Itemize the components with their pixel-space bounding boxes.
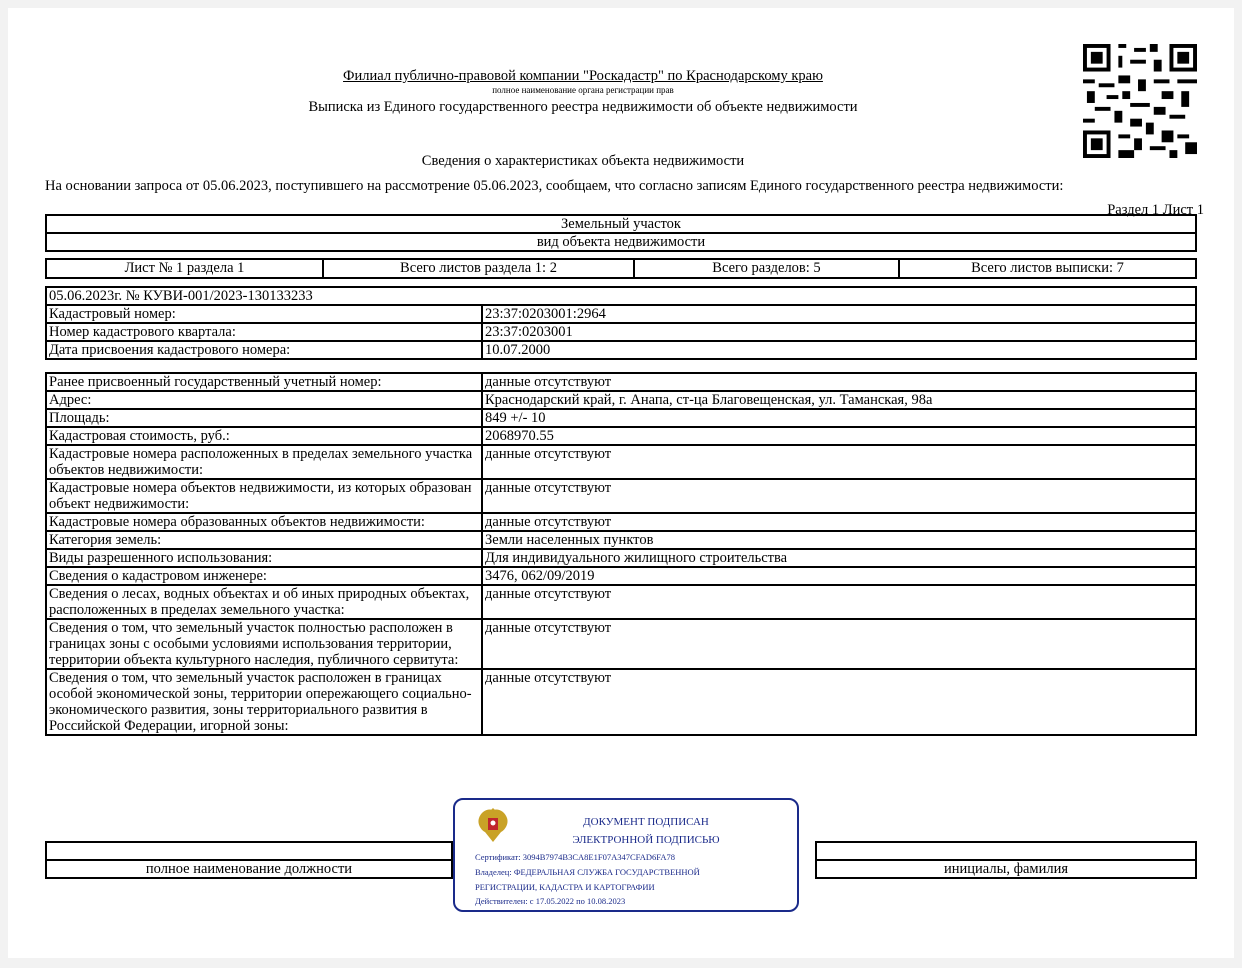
row-label: Сведения о кадастровом инженере: <box>46 567 482 585</box>
row-label: Виды разрешенного использования: <box>46 549 482 567</box>
row-value: 10.07.2000 <box>482 341 1196 359</box>
document-page <box>8 8 1234 958</box>
row-label: Кадастровый номер: <box>46 305 482 323</box>
row-value: данные отсутствуют <box>482 619 1196 669</box>
table-row <box>46 585 1196 619</box>
row-value: данные отсутствуют <box>482 513 1196 531</box>
table-row <box>46 373 1196 391</box>
stamp-line2: ЭЛЕКТРОННОЙ ПОДПИСЬЮ <box>572 834 720 846</box>
digital-signature-stamp <box>453 798 799 912</box>
org-caption: полное наименование органа регистрации прав <box>492 85 674 95</box>
object-type-caption: вид объекта недвижимости <box>46 233 1196 251</box>
stamp-certificate: Сертификат: 3094B7974B3CA8E1F07A347CFAD6FA78 <box>475 852 675 862</box>
table-row <box>46 305 1196 323</box>
section-sheet: Раздел 1 Лист 1 <box>1107 202 1204 218</box>
qr-code-icon <box>1083 44 1197 158</box>
row-label: Ранее присвоенный государственный учетный номер: <box>46 373 482 391</box>
org-name: Филиал публично-правовой компании "Роскадастр" по Краснодарскому краю <box>343 68 823 84</box>
row-value: данные отсутствуют <box>482 373 1196 391</box>
basis-text: На основании запроса от 05.06.2023, поступившего на рассмотрение 05.06.2023, сообщаем, что согласно записям Единого государственного реестра недвижимости: <box>45 178 1064 194</box>
table-row <box>46 391 1196 409</box>
row-label: Площадь: <box>46 409 482 427</box>
table-row <box>46 427 1196 445</box>
sheets-table <box>45 258 1197 279</box>
row-value: данные отсутствуют <box>482 669 1196 735</box>
total-sections: Всего разделов: 5 <box>634 259 899 278</box>
row-label: Кадастровые номера расположенных в пределах земельного участка объектов недвижимости: <box>46 445 482 479</box>
row-value: данные отсутствуют <box>482 445 1196 479</box>
row-label: Кадастровая стоимость, руб.: <box>46 427 482 445</box>
record-id: 05.06.2023г. № КУВИ-001/2023-130133233 <box>46 287 1196 305</box>
table-row <box>46 669 1196 735</box>
extract-title: Выписка из Единого государственного реестра недвижимости об объекте недвижимости <box>308 99 858 115</box>
stamp-owner1: Владелец: ФЕДЕРАЛЬНАЯ СЛУЖБА ГОСУДАРСТВЕННОЙ <box>475 867 700 877</box>
row-value: Краснодарский край, г. Анапа, ст-ца Благовещенская, ул. Таманская, 98а <box>482 391 1196 409</box>
row-label: Сведения о том, что земельный участок расположен в границах особой экономической зоны, территории опережающего социально-экономического развития, зоны территориального развития в Российской Федерации, игорной зоны: <box>46 669 482 735</box>
row-label: Адрес: <box>46 391 482 409</box>
details-table <box>45 372 1197 736</box>
table-row <box>46 531 1196 549</box>
table-row <box>46 409 1196 427</box>
name-caption: инициалы, фамилия <box>816 860 1196 878</box>
row-value: 2068970.55 <box>482 427 1196 445</box>
total-sheets-section: Всего листов раздела 1: 2 <box>323 259 634 278</box>
table-row <box>46 323 1196 341</box>
row-value: Для индивидуального жилищного строительства <box>482 549 1196 567</box>
stamp-validity: Действителен: с 17.05.2022 по 10.08.2023 <box>475 896 626 906</box>
total-sheets-extract: Всего листов выписки: 7 <box>899 259 1196 278</box>
table-row <box>46 445 1196 479</box>
position-caption: полное наименование должности <box>46 860 452 878</box>
table-row <box>46 567 1196 585</box>
table-row <box>46 619 1196 669</box>
position-line <box>46 842 452 860</box>
name-line <box>816 842 1196 860</box>
table-row <box>46 341 1196 359</box>
row-value: 849 +/- 10 <box>482 409 1196 427</box>
row-value: 23:37:0203001:2964 <box>482 305 1196 323</box>
object-type: Земельный участок <box>46 215 1196 233</box>
row-label: Кадастровые номера объектов недвижимости, из которых образован объект недвижимости: <box>46 479 482 513</box>
row-label: Сведения о том, что земельный участок полностью расположен в границах зоны с особыми условиями использования территории, территории объекта культурного наследия, публичного сервитута: <box>46 619 482 669</box>
stamp-line1: ДОКУМЕНТ ПОДПИСАН <box>583 816 709 828</box>
table-row <box>46 549 1196 567</box>
row-label: Кадастровые номера образованных объектов недвижимости: <box>46 513 482 531</box>
main-info-table <box>45 286 1197 360</box>
sheet-number: Лист № 1 раздела 1 <box>46 259 323 278</box>
row-value: 3476, 062/09/2019 <box>482 567 1196 585</box>
row-value: Земли населенных пунктов <box>482 531 1196 549</box>
row-label: Дата присвоения кадастрового номера: <box>46 341 482 359</box>
row-label: Категория земель: <box>46 531 482 549</box>
row-label: Сведения о лесах, водных объектах и об иных природных объектах, расположенных в пределах земельного участка: <box>46 585 482 619</box>
row-label: Номер кадастрового квартала: <box>46 323 482 341</box>
table-row <box>46 513 1196 531</box>
object-type-table <box>45 214 1197 252</box>
section-title: Сведения о характеристиках объекта недвижимости <box>421 153 745 169</box>
table-row <box>46 479 1196 513</box>
row-value: 23:37:0203001 <box>482 323 1196 341</box>
row-value: данные отсутствуют <box>482 479 1196 513</box>
row-value: данные отсутствуют <box>482 585 1196 619</box>
stamp-owner2: РЕГИСТРАЦИИ, КАДАСТРА И КАРТОГРАФИИ <box>475 882 655 892</box>
